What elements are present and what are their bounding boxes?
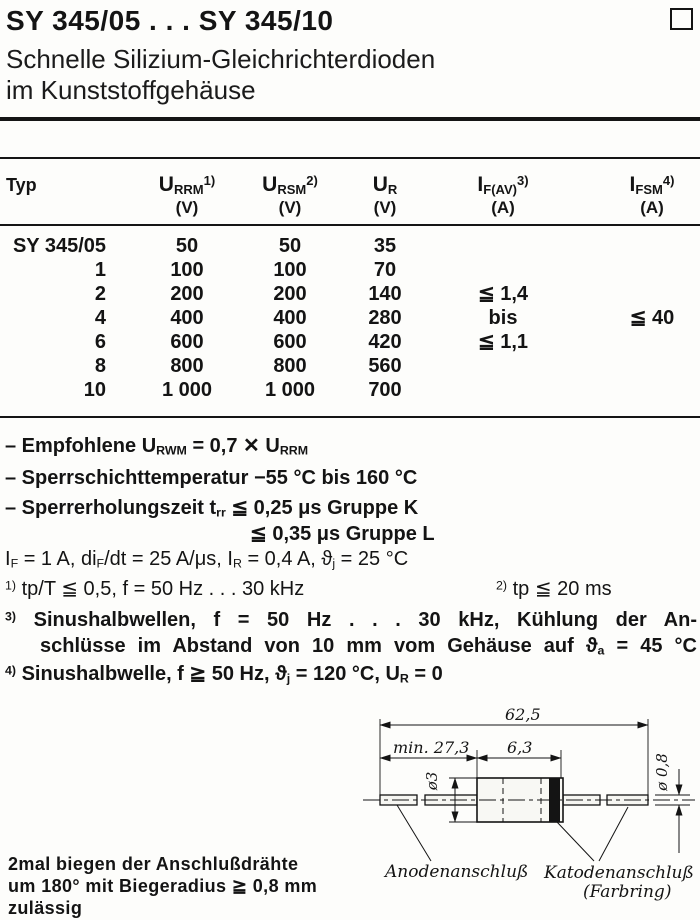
cell-urrm: 200	[170, 283, 204, 305]
cell-ur: 280	[368, 307, 402, 329]
table-row	[0, 354, 700, 378]
note-reverse-recovery-l: ≦ 0,35 μs Gruppe L	[250, 523, 435, 545]
bend-note-line-3: zulässig	[8, 898, 83, 918]
note-test-conditions: $I_F = 1$ A, $di_F/dt = 25$ A/μs, $I_R = 0,4$ A, $ϑ_j = 25$ °C	[5, 548, 409, 571]
cathode-terminal-label-2: (Farbring)	[583, 882, 672, 902]
table-row	[0, 330, 700, 354]
subtitle-line-2: im Kunststoffgehäuse	[6, 75, 256, 105]
cell-ursm: 1 000	[264, 379, 316, 401]
footnote-1: $^{1)}$ tp/T ≦ 0,5, f = 50 Hz . . . 30 kHz	[5, 578, 305, 600]
page-subtitle	[6, 44, 435, 106]
footnote-3-line-2: schlüsse im Abstand von 10 mm vom Gehäuse auf $ϑ_a = 45$ °C	[40, 635, 697, 658]
footnote-4: $^{4)}$ Sinushalbwelle, f ≧ 50 Hz, $ϑ_j = 120$ °C, $U_R = 0$	[5, 663, 443, 686]
note-reverse-recovery-k: – Sperrerholungszeit $t_{rr}$ ≦ 0,25 μs Gruppe K	[5, 497, 419, 520]
dim-label-lead-diameter: ø 0,8	[653, 753, 671, 791]
col-header-typ: Typ	[6, 175, 37, 195]
cell-ursm: 400	[273, 307, 307, 329]
cathode-band-leader-line	[557, 822, 594, 861]
table-row	[0, 378, 700, 402]
page-title: SY 345/05 . . . SY 345/10	[6, 5, 334, 36]
table-header-rule	[0, 224, 700, 226]
table-header	[0, 172, 700, 222]
cell-ur: 560	[368, 355, 402, 377]
package-outline-drawing	[345, 695, 700, 920]
cell-ifsm: ≦ 40	[629, 307, 675, 329]
cell-urrm: 100	[170, 259, 204, 281]
corner-square-icon	[670, 8, 693, 30]
cell-urrm: 600	[170, 331, 204, 353]
cell-ursm: 200	[273, 283, 307, 305]
ratings-table	[0, 234, 700, 402]
cell-ur: 70	[373, 259, 397, 281]
note-junction-temperature: – Sperrschichttemperatur −55 °C bis 160 °C	[5, 467, 418, 489]
cell-typ: 6	[94, 331, 106, 353]
cell-ursm: 100	[273, 259, 307, 281]
col-header-ur: $U_R$ (V)	[372, 173, 398, 217]
cell-ursm: 800	[273, 355, 307, 377]
cell-typ: 8	[94, 355, 106, 377]
cell-urrm: 1 000	[161, 379, 213, 401]
anode-leader-line	[397, 805, 431, 861]
cell-ifav: bis	[488, 307, 518, 329]
anode-terminal-label: Anodenanschluß	[385, 862, 529, 882]
dim-label-body-diameter: ø3	[423, 771, 441, 791]
cell-ur: 35	[373, 235, 397, 257]
cathode-terminal-label: Katodenanschluß	[544, 863, 694, 883]
table-top-rule	[0, 157, 700, 159]
cell-ur: 420	[368, 331, 402, 353]
col-header-ifav: $I_{F(AV)}^{3)}$ (A)	[477, 173, 529, 217]
dim-label-min-lead-length: min. 27,3	[393, 738, 470, 757]
cell-typ: 1	[94, 259, 106, 281]
bend-instruction-note	[8, 853, 317, 919]
footnote-2: $^{2)}$ tp ≦ 20 ms	[496, 578, 612, 600]
dim-label-body-length: 6,3	[507, 738, 533, 757]
cathode-lead-leader-line	[599, 807, 628, 861]
bend-note-line-1: 2mal biegen der Anschlußdrähte	[8, 854, 299, 874]
dim-label-overall-length: 62,5	[505, 705, 541, 724]
cell-typ: 10	[83, 379, 106, 401]
cell-urrm: 800	[170, 355, 204, 377]
table-row	[0, 234, 700, 258]
table-row	[0, 258, 700, 282]
cell-typ: 4	[94, 307, 106, 329]
cell-ursm: 600	[273, 331, 307, 353]
table-row	[0, 282, 700, 306]
footnote-3-line-1: $^{3)}$ Sinushalbwellen, f = 50 Hz . . . 30 kHz, Kühlung der An-	[5, 609, 697, 631]
cell-ur: 700	[368, 379, 402, 401]
cell-ifav: ≦ 1,1	[477, 331, 529, 353]
col-header-urrm: $U_{RRM}^{1)}$ (V)	[158, 173, 216, 217]
table-row	[0, 306, 700, 330]
cell-ifav: ≦ 1,4	[477, 283, 529, 305]
cell-ur: 140	[368, 283, 402, 305]
cell-ursm: 50	[278, 235, 302, 257]
col-header-ifsm: $I_{FSM}^{4)}$ (A)	[629, 173, 675, 217]
subtitle-line-1: Schnelle Silizium-Gleichrichterdioden	[6, 44, 436, 74]
cell-typ: SY 345/05	[12, 235, 106, 257]
col-header-ursm: $U_{RSM}^{2)}$ (V)	[262, 173, 318, 217]
note-recommended-urwm: – Empfohlene $U_{RWM} = 0,7$ ✕ $U_{RRM}$	[5, 435, 309, 458]
table-bottom-rule	[0, 416, 700, 418]
bend-note-line-2: um 180° mit Biegeradius ≧ 0,8 mm	[8, 876, 318, 896]
divider-thick	[0, 117, 700, 121]
cell-urrm: 50	[175, 235, 199, 257]
cell-urrm: 400	[170, 307, 204, 329]
cell-typ: 2	[94, 283, 106, 305]
